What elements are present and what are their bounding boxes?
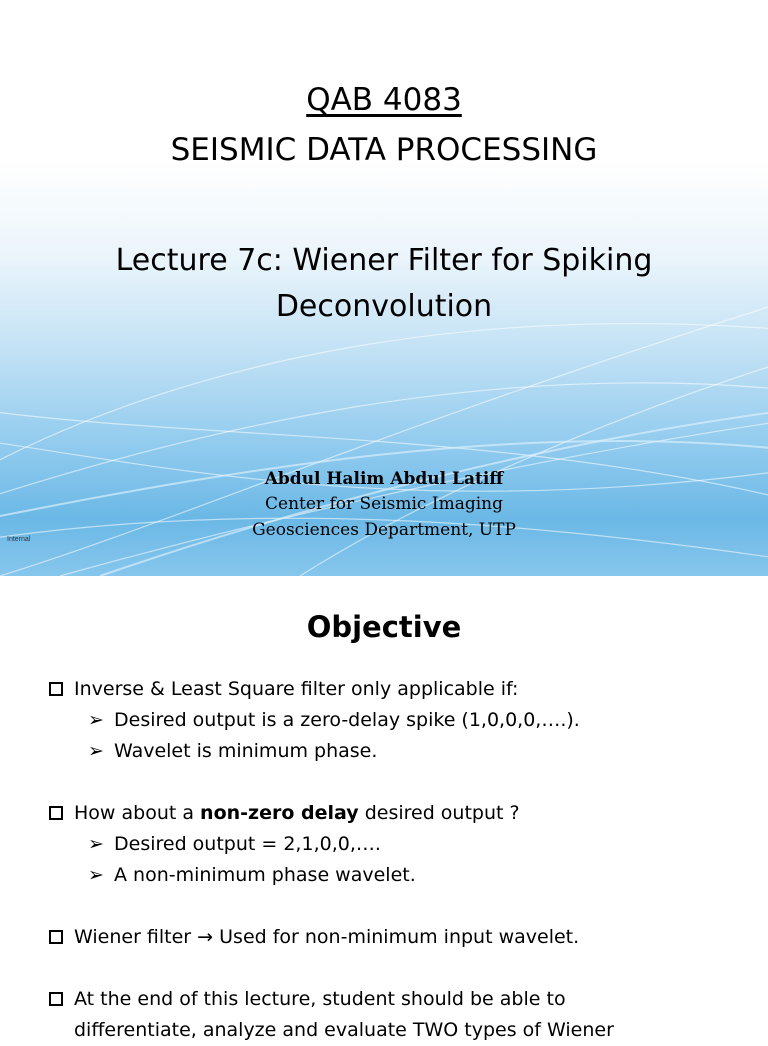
arrowhead-bullet-icon: ➢ bbox=[88, 740, 104, 762]
course-name: SEISMIC DATA PROCESSING bbox=[170, 132, 598, 168]
sub-bullet-item: ➢ A non-minimum phase wavelet. bbox=[48, 860, 768, 891]
checkbox-bullet-icon bbox=[49, 930, 63, 944]
bullet-continuation: differentiate, analyze and evaluate TWO types of Wiener bbox=[74, 1019, 614, 1041]
lecture-title-line1: Lecture 7c: Wiener Filter for Spiking bbox=[115, 243, 653, 278]
lecture-title-line2: Deconvolution bbox=[275, 289, 493, 324]
bullet-list bbox=[48, 674, 768, 1046]
bullet-item: At the end of this lecture, student should be able to bbox=[48, 984, 768, 1015]
right-arrow-icon: → bbox=[197, 926, 214, 948]
emphasis-text: non-zero delay bbox=[200, 802, 359, 824]
slide-title: Objective bbox=[306, 610, 462, 644]
objective-slide bbox=[0, 576, 768, 1041]
arrowhead-bullet-icon: ➢ bbox=[88, 709, 104, 731]
sub-bullet-item: ➢ Desired output is a zero-delay spike (1,0,0,0,….). bbox=[48, 705, 768, 736]
arrowhead-bullet-icon: ➢ bbox=[88, 864, 104, 886]
checkbox-bullet-icon bbox=[49, 992, 63, 1006]
author-name: Abdul Halim Abdul Latiff bbox=[264, 469, 504, 489]
lecture-title bbox=[64, 238, 704, 330]
bullet-item: Inverse & Least Square filter only applicable if: bbox=[48, 674, 768, 705]
classification-label: Internal bbox=[7, 536, 31, 543]
bullet-item: Wiener filter → Used for non-minimum input wavelet. bbox=[48, 922, 768, 953]
checkbox-bullet-icon bbox=[49, 806, 63, 820]
author-department: Geosciences Department, UTP bbox=[252, 520, 516, 540]
author-center: Center for Seismic Imaging bbox=[265, 494, 503, 514]
sub-bullet-item: ➢ Wavelet is minimum phase. bbox=[48, 736, 768, 767]
arrowhead-bullet-icon: ➢ bbox=[88, 833, 104, 855]
course-code: QAB 4083 bbox=[306, 82, 462, 118]
checkbox-bullet-icon bbox=[49, 682, 63, 696]
bullet-item: How about a non-zero delay desired output ? bbox=[48, 798, 768, 829]
sub-bullet-item: ➢ Desired output = 2,1,0,0,…. bbox=[48, 829, 768, 860]
